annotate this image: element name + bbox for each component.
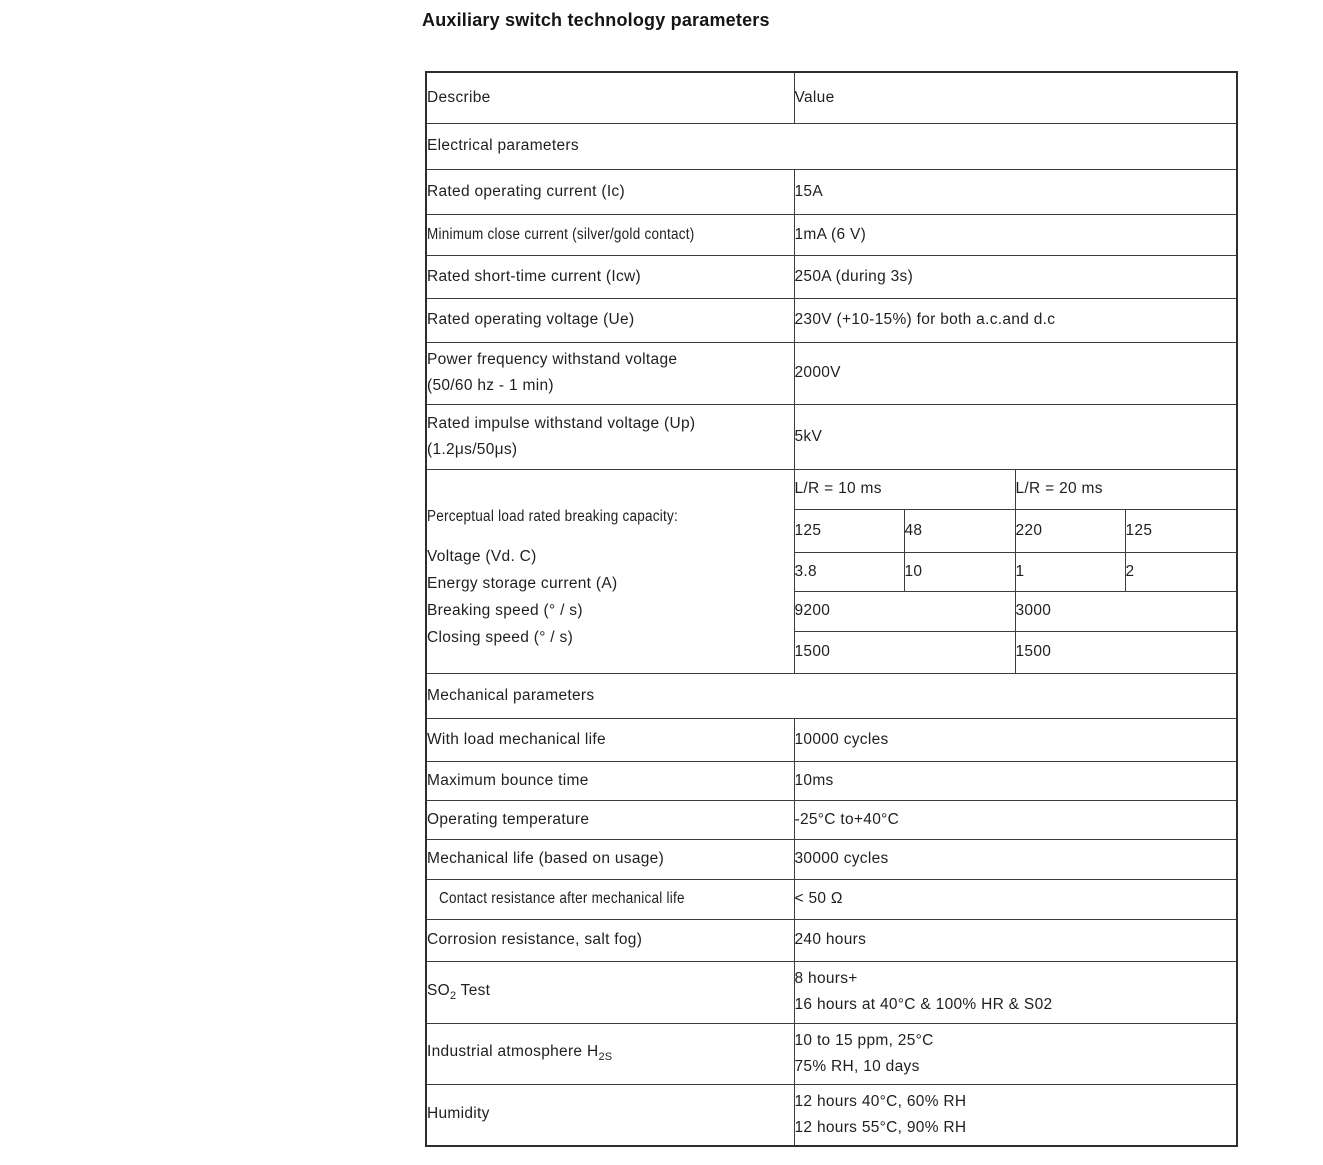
row-label: [426, 1084, 794, 1146]
row-value: 230V (+10-15%) for both a.c.and d.c: [794, 298, 1237, 342]
row-label-text: Contact resistance after mechanical life: [439, 890, 685, 907]
table-row: [426, 1084, 1237, 1146]
row-value: 10ms: [794, 761, 1237, 800]
table-row: [426, 919, 1237, 961]
row-label: [426, 879, 794, 919]
row-value-line2: 12 hours 55°C, 90% RH: [794, 1118, 967, 1136]
row-value: 1mA (6 V): [794, 214, 1237, 255]
row-label-line1: Power frequency withstand voltage: [427, 351, 678, 368]
row-value-line1: 8 hours+: [794, 970, 858, 987]
table-row: [426, 298, 1237, 342]
table-row: [426, 342, 1237, 404]
row-label-suffix: Test: [456, 981, 491, 999]
subtable-value: 10: [904, 552, 1015, 591]
row-value: 250A (during 3s): [794, 255, 1237, 298]
table-header-describe: Describe: [426, 72, 794, 123]
subtable-col-header: L/R = 20 ms: [1015, 469, 1237, 509]
row-label: With load mechanical life: [426, 718, 794, 761]
subtable-value: 9200: [794, 591, 1015, 631]
row-value: -25°C to+40°C: [794, 800, 1237, 839]
row-value: 10000 cycles: [794, 718, 1237, 761]
row-value-line1: 10 to 15 ppm, 25°C: [794, 1031, 934, 1049]
table-row: [426, 404, 1237, 469]
table-row: [426, 839, 1237, 879]
row-label-text: Minimum close current (silver/gold contact): [427, 225, 695, 243]
row-label-prefix: Humidity: [427, 1104, 490, 1122]
subtable-value: 220: [1015, 509, 1125, 552]
row-value: [794, 1023, 1237, 1084]
breaking-capacity-line: Energy storage current (A): [427, 574, 618, 592]
row-label: [426, 1023, 794, 1084]
table-header-row: [426, 72, 1237, 123]
row-value: < 50 Ω: [794, 879, 1237, 919]
row-label: Rated operating voltage (Ue): [426, 298, 794, 342]
table-row: [426, 169, 1237, 214]
row-label: [426, 404, 794, 469]
subtable-value: 2: [1125, 552, 1237, 591]
subtable-value: 1500: [1015, 631, 1237, 673]
breaking-capacity-title-text: Perceptual load rated breaking capacity:: [427, 507, 679, 525]
table-row: [426, 255, 1237, 298]
breaking-capacity-line: Voltage (Vd. C): [427, 547, 537, 565]
row-label: [426, 342, 794, 404]
subtable-col-header: L/R = 10 ms: [794, 469, 1015, 509]
breaking-capacity-label-cell: [426, 469, 794, 673]
row-value: [794, 961, 1237, 1023]
page-title: Auxiliary switch technology parameters: [422, 10, 770, 30]
row-label: [426, 214, 794, 255]
row-label-line2: (1.2μs/50μs): [427, 440, 518, 458]
row-value: 30000 cycles: [794, 839, 1237, 879]
parameters-table: [425, 71, 1238, 1147]
section-label: Mechanical parameters: [426, 673, 1237, 718]
row-label: Corrosion resistance, salt fog): [426, 919, 794, 961]
subtable-value: 1500: [794, 631, 1015, 673]
row-label: Maximum bounce time: [426, 761, 794, 800]
row-value-line2: 16 hours at 40°C & 100% HR & S02: [794, 996, 1053, 1013]
subtable-value: 3.8: [794, 552, 904, 591]
row-label-prefix: SO: [427, 981, 450, 999]
row-label-line2: (50/60 hz - 1 min): [427, 377, 554, 394]
row-value-line2: 75% RH, 10 days: [794, 1057, 920, 1075]
section-label: Electrical parameters: [426, 123, 1237, 169]
subtable-value: 125: [794, 509, 904, 552]
row-label: Rated short-time current (Icw): [426, 255, 794, 298]
table-row: [426, 800, 1237, 839]
row-label: Operating temperature: [426, 800, 794, 839]
row-label: Rated operating current (Ic): [426, 169, 794, 214]
breaking-capacity-line: Breaking speed (° / s): [427, 601, 583, 619]
row-label-prefix: Industrial atmosphere H: [427, 1043, 599, 1061]
breaking-capacity-title: [427, 492, 794, 528]
row-label-line1: Rated impulse withstand voltage (Up): [427, 414, 696, 432]
table-row: [426, 961, 1237, 1023]
row-value: 2000V: [794, 342, 1237, 404]
row-label: [426, 961, 794, 1023]
subtable-value: 3000: [1015, 591, 1237, 631]
row-value: [794, 1084, 1237, 1146]
section-row-mechanical: [426, 673, 1237, 718]
subtable-value: 1: [1015, 552, 1125, 591]
section-row-electrical: [426, 123, 1237, 169]
row-value: 5kV: [794, 404, 1237, 469]
row-value-line1: 12 hours 40°C, 60% RH: [794, 1092, 967, 1110]
table-header-value: Value: [794, 72, 1237, 123]
breaking-capacity-lines: [427, 543, 794, 651]
subtable-value: 48: [904, 509, 1015, 552]
row-value: 15A: [794, 169, 1237, 214]
breaking-capacity-header-row: [426, 469, 1237, 509]
breaking-capacity-line: Closing speed (° / s): [427, 628, 574, 646]
table-row: [426, 718, 1237, 761]
row-label-subscript: 2S: [598, 1051, 613, 1064]
row-value: 240 hours: [794, 919, 1237, 961]
row-label-subscript: 2: [450, 990, 457, 1003]
table-row: [426, 1023, 1237, 1084]
table-row: [426, 214, 1237, 255]
row-label: Mechanical life (based on usage): [426, 839, 794, 879]
table-row: [426, 761, 1237, 800]
table-row: [426, 879, 1237, 919]
subtable-value: 125: [1125, 509, 1237, 552]
